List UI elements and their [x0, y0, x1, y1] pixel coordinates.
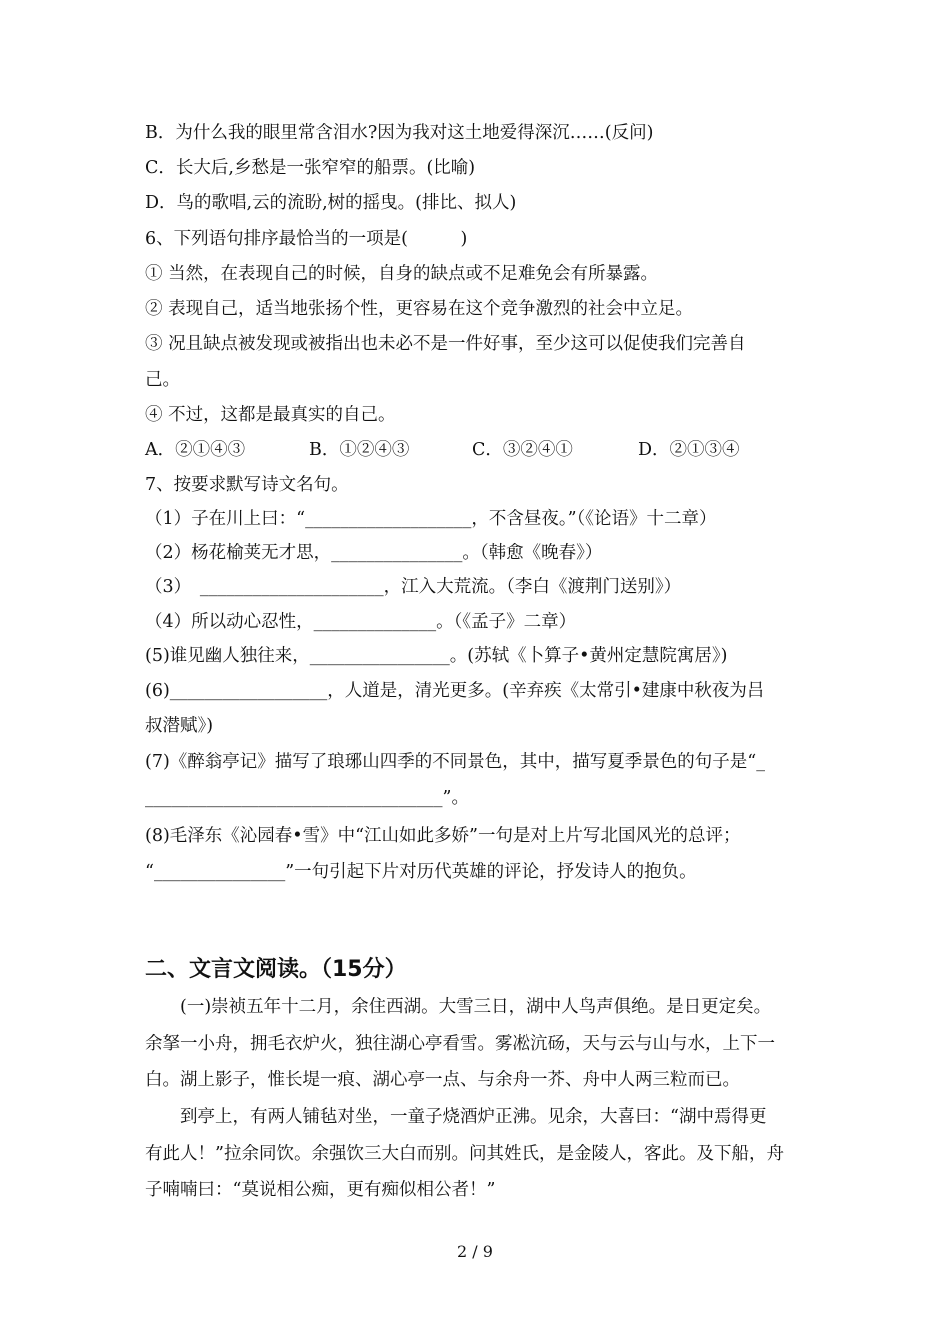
- q7-item-7-cont: __________________________________”。: [145, 788, 469, 808]
- passage-line: 子喃喃曰：“莫说相公痴，更有痴似相公者！”: [145, 1180, 496, 1200]
- q6-option-b: B．①②④③: [309, 440, 410, 460]
- sentence-4: ④ 不过，这都是最真实的自己。: [145, 405, 396, 425]
- q7-item-3: （3） _____________________，江入大荒流。（李白《渡荆门送别》）: [145, 577, 682, 597]
- page-number: 2 / 9: [457, 1242, 493, 1261]
- question-7-stem: 7、按要求默写诗文名句。: [145, 475, 349, 495]
- q6-option-a: A．②①④③: [145, 440, 246, 460]
- q7-item-2: （2）杨花榆荚无才思，_______________。（韩愈《晚春》）: [145, 543, 603, 563]
- sentence-2: ② 表现自己，适当地张扬个性，更容易在这个竞争激烈的社会中立足。: [145, 299, 694, 319]
- q7-item-6-cont: 叔潜赋》): [145, 716, 214, 736]
- q7-item-8: (8)毛泽东《沁园春•雪》中“江山如此多娇”一句是对上片写北国风光的总评；: [145, 826, 741, 846]
- passage-line: 有此人！”拉余同饮。余强饮三大白而别。问其姓氏，是金陵人，客此。及下船，舟: [145, 1144, 784, 1164]
- option-b: B．为什么我的眼里常含泪水?因为我对这土地爱得深沉……(反问): [145, 123, 654, 143]
- question-6-stem: 6、下列语句排序最恰当的一项是( ): [145, 229, 468, 249]
- q7-item-4: （4）所以动心忍性，______________。（《孟子》二章）: [145, 612, 577, 632]
- passage-line: 余拏一小舟，拥毛衣炉火，独往湖心亭看雪。雾凇沆砀，天与云与山与水，上下一: [145, 1034, 775, 1054]
- section-2-heading: 二、文言文阅读。（15分）: [145, 957, 407, 982]
- passage-line: 到亭上，有两人铺毡对坐，一童子烧酒炉正沸。见余，大喜曰：“湖中焉得更: [180, 1107, 767, 1127]
- option-c: C．长大后,乡愁是一张窄窄的船票。(比喻): [145, 158, 476, 178]
- option-d: D．鸟的歌唱,云的流盼,树的摇曳。(排比、拟人): [145, 193, 517, 213]
- q7-item-1: （1）子在川上曰：“___________________，不含昼夜。”（《论语》十二章）: [145, 509, 717, 529]
- sentence-3-cont: 己。: [145, 370, 180, 390]
- q7-item-8-cont: “_______________”一句引起下片对历代英雄的评论，抒发诗人的抱负。: [145, 862, 697, 882]
- sentence-3: ③ 况且缺点被发现或被指出也未必不是一件好事，至少这可以促使我们完善自: [145, 334, 746, 354]
- q7-item-6: (6)__________________，人道是，清光更多。(辛弃疾《太常引•建康中秋夜为吕: [145, 681, 765, 701]
- passage-line: (一)崇祯五年十二月，余住西湖。大雪三日，湖中人鸟声俱绝。是日更定矣。: [180, 997, 772, 1017]
- q7-item-5: (5)谁见幽人独往来，________________。(苏轼《卜算子•黄州定慧院寓居》): [145, 646, 728, 666]
- passage-line: 白。湖上影子，惟长堤一痕、湖心亭一点、与余舟一芥、舟中人两三粒而已。: [145, 1070, 740, 1090]
- q6-option-c: C．③②④①: [472, 440, 573, 460]
- q6-option-d: D．②①③④: [638, 440, 740, 460]
- sentence-1: ① 当然，在表现自己的时候，自身的缺点或不足难免会有所暴露。: [145, 264, 659, 284]
- q7-item-7: (7)《醉翁亭记》描写了琅琊山四季的不同景色，其中，描写夏季景色的句子是“_: [145, 752, 765, 772]
